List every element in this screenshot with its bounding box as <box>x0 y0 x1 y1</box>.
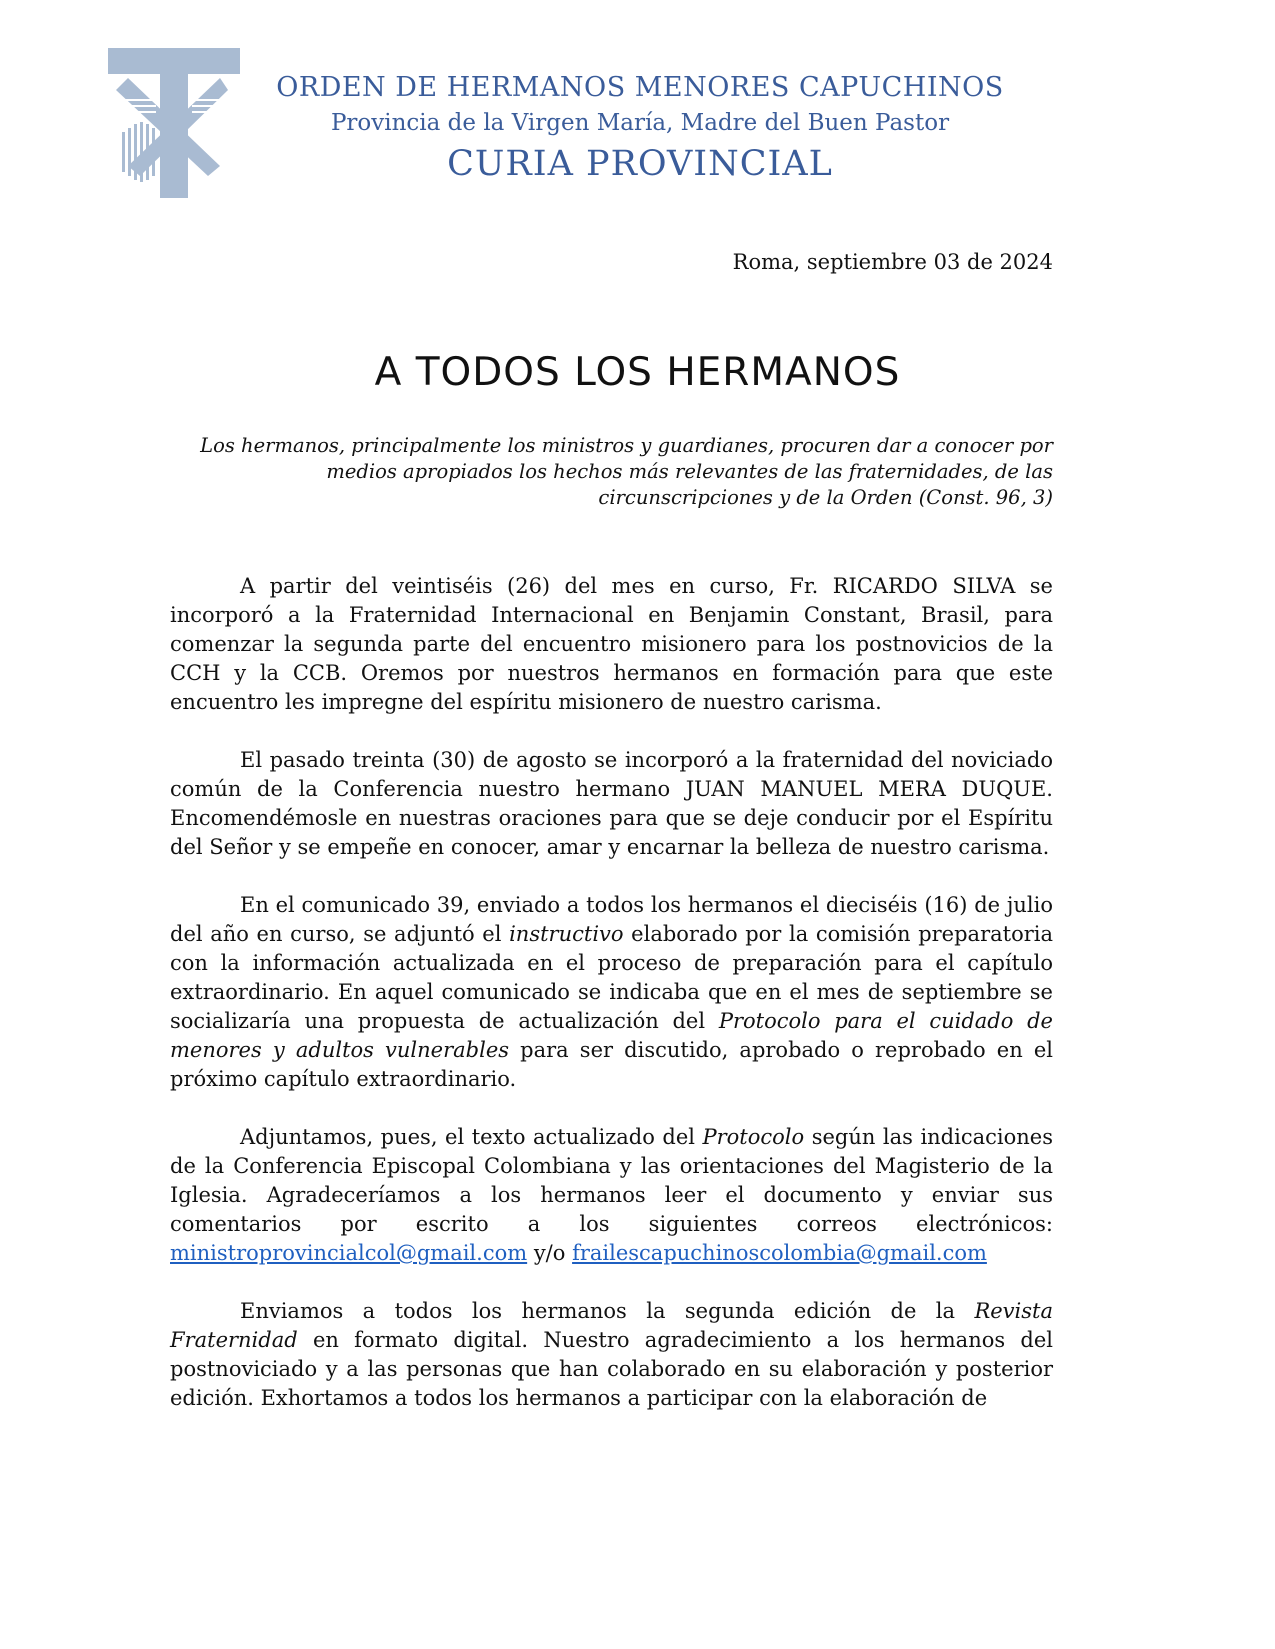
franciscan-tau-logo-icon <box>108 48 240 198</box>
letterhead <box>250 70 1030 188</box>
paragraph-5: Enviamos a todos los hermanos la segunda edición de la Revista Fraternidad en formato digital. Nuestro agradecimiento a los hermanos del postnoviciado y a las personas que han colaborado en su elaboración y posterior edición. Exhortamos a todos los hermanos a participar con la elaboración de <box>170 1299 1053 1410</box>
email-link-ministro[interactable]: ministroprovincialcol@gmail.com <box>170 1241 528 1265</box>
paragraph-3: En el comunicado 39, enviado a todos los hermanos el dieciséis (16) de julio del año en curso, se adjuntó el instructivo elaborado por la comisión preparatoria con la información actualizada en el proceso de preparación para el capítulo extraordinario. En aquel comunicado se indicaba que en el mes de septiembre se socializaría una propuesta de actualización del Protocolo para el cuidado de menores y adultos vulnerables para ser discutido, aprobado o reprobado en el próximo capítulo extraordinario. <box>170 893 1053 1091</box>
email-link-frailes[interactable]: frailescapuchinoscolombia@gmail.com <box>572 1241 987 1265</box>
epigraph-quote: Los hermanos, principalmente los ministros y guardianes, procuren dar a conocer por medios apropiados los hechos más relevantes de las fraternidades, de las circunscripciones y de la Orden (Const. 96, 3) <box>200 434 1053 509</box>
province-name: Provincia de la Virgen María, Madre del Buen Pastor <box>330 110 950 136</box>
letter-date: Roma, septiembre 03 de 2024 <box>732 250 1053 274</box>
paragraph-1: A partir del veintiséis (26) del mes en curso, Fr. RICARDO SILVA se incorporó a la Fraternidad Internacional en Benjamin Constant, Brasil, para comenzar la segunda parte del encuentro misionero para los postnovicios de la CCH y la CCB. Oremos por nuestros hermanos en formación para que este encuentro les impregne del espíritu misionero de nuestro carisma. <box>170 574 1053 714</box>
page-title: A TODOS LOS HERMANOS <box>374 350 901 395</box>
order-name: ORDEN DE HERMANOS MENORES CAPUCHINOS <box>276 72 1004 103</box>
paragraph-4: Adjuntamos, pues, el texto actualizado del Protocolo según las indicaciones de la Conferencia Episcopal Colombiana y las orientaciones del Magisterio de la Iglesia. Agradeceríamos a los hermanos leer el documento y enviar sus comentarios por escrito a los siguientes correos electrónicos: ministroprovincialcol@gmail.com y/o frailescapuchinoscolombia@gmail.com <box>170 1125 1053 1265</box>
curia-name: CURIA PROVINCIAL <box>447 144 833 184</box>
letter-body <box>170 572 1053 1442</box>
paragraph-2: El pasado treinta (30) de agosto se incorporó a la fraternidad del noviciado común de la Conferencia nuestro hermano JUAN MANUEL MERA DUQUE. Encomendémosle en nuestras oraciones para que se deje conducir por el Espíritu del Señor y se empeñe en conocer, amar y encarnar la belleza de nuestro carisma. <box>170 748 1053 859</box>
